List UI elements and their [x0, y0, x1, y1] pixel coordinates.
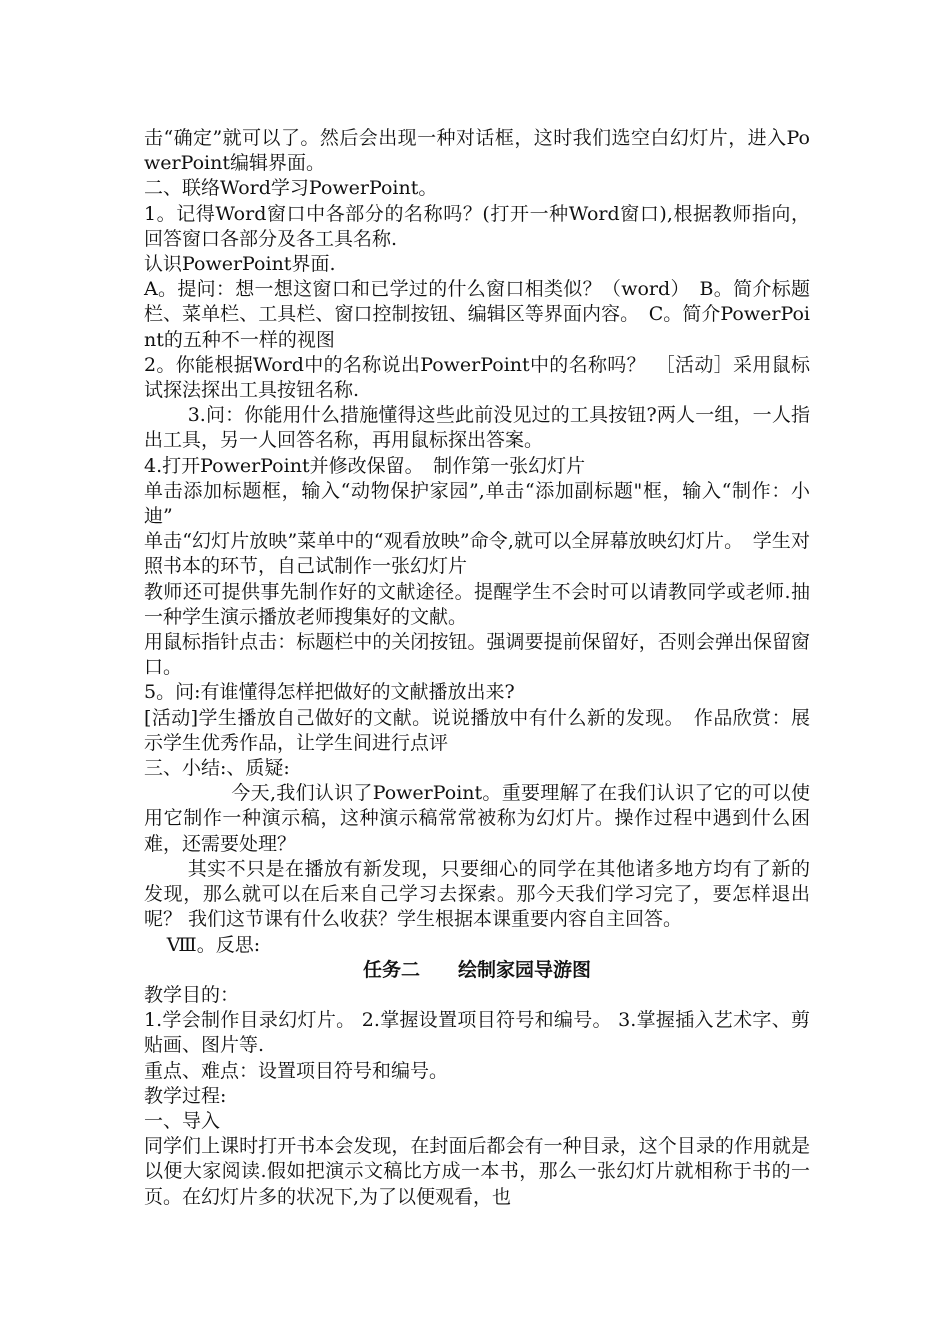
section-heading-two: 二、联络Word学习PowerPoint。: [144, 177, 438, 200]
task-two-title: 任务二 绘制家园导游图: [362, 958, 591, 981]
paragraph-teaching-goals: 1.学会制作目录幻灯片。 2.掌握设置项目符号和编号。 3.掌握插入艺术字、剪贴画、图片等.: [144, 1009, 810, 1057]
paragraph-summary-today: 今天,我们认识了PowerPoint。重要理解了在我们认识了它的可以使用它制作一种演示稿，这种演示稿常常被称为幻灯片。操作过程中遇到什么困难，还需要处理？: [144, 782, 810, 855]
paragraph-open-save: 4.打开PowerPoint并修改保留。 制作第一张幻灯片: [144, 454, 586, 477]
paragraph-add-title: 单击添加标题框，输入“动物保护家园”,单击“添加副标题"框，输入“制作：小迪”: [144, 479, 810, 528]
paragraph-teaching-goal-label: 教学目的：: [144, 983, 240, 1006]
paragraph-key-points: 重点、难点：设置项目符号和编号。: [144, 1059, 449, 1082]
section-heading-three: 三、小结:、质疑:: [144, 757, 290, 780]
paragraph-activity-play: [活动]学生播放自己做好的文献。说说播放中有什么新的发现。 作品欣赏：展示学生优秀作品，让学生间进行点评: [144, 706, 810, 754]
paragraph-slideshow: 单击“幻灯片放映”菜单中的“观看放映”命令,就可以全屏幕放映幻灯片。 学生对照书本的环节，自己试制作一张幻灯片: [144, 530, 810, 578]
paragraph-summary-discovery: 其实不只是在播放有新发现，只要细心的同学在其他诸多地方均有了新的发现，那么就可以在后来自己学习去探索。那今天我们学习完了，要怎样退出呢？ 我们这节课有什么收获？学生根据本课重要内容自主回答。: [144, 857, 810, 931]
paragraph-questions-abc: A。提问：想一想这窗口和已学过的什么窗口相类似？（word） B。简介标题栏、菜单栏、工具栏、窗口控制按钮、编辑区等界面内容。 C。简介PowerPoint的五种不一样的视图: [144, 278, 810, 351]
paragraph-intro-text: 同学们上课时打开书本会发现，在封面后都会有一种目录，这个目录的作用就是以便大家阅读.假如把演示文稿比方成一本书，那么一张幻灯片就相称于书的一页。在幻灯片多的状况下,为了以便观看，也: [144, 1135, 810, 1208]
paragraph-word-window: 1。记得Word窗口中各部分的名称吗？(打开一种Word窗口),根据教师指向，回答窗口各部分及各工具名称.: [144, 202, 810, 250]
paragraph-toolbar-question: 3.问：你能用什么措施懂得这些此前没见过的工具按钮?两人一组，一人指出工具，另一人回答名称，再用鼠标探出答案。: [144, 404, 810, 452]
document-body: [144, 126, 810, 1210]
paragraph-process-label: 教学过程:: [144, 1084, 227, 1107]
paragraph-teacher-files: 教师还可提供事先制作好的文献途径。提醒学生不会时可以请教同学或老师.抽一种学生演示播放老师搜集好的文献。: [144, 580, 810, 628]
paragraph-reflection: Ⅷ。反思:: [166, 933, 261, 956]
paragraph-play-question: 5。问:有谁懂得怎样把做好的文献播放出来?: [144, 681, 515, 704]
paragraph-close-button: 用鼠标指针点击：标题栏中的关闭按钮。强调要提前保留好，否则会弹出保留窗口。: [144, 631, 810, 679]
paragraph-names-activity: 2。你能根据Word中的名称说出PowerPoint中的名称吗？ ［活动］采用鼠标试探法探出工具按钮名称.: [144, 353, 810, 402]
paragraph-intro-heading: 一、导入: [144, 1109, 221, 1132]
paragraph-know-interface: 认识PowerPoint界面.: [144, 253, 336, 276]
paragraph-confirm-dialog: 击“确定”就可以了。然后会出现一种对话框，这时我们选空白幻灯片，进入PowerPoint编辑界面。: [144, 127, 810, 175]
